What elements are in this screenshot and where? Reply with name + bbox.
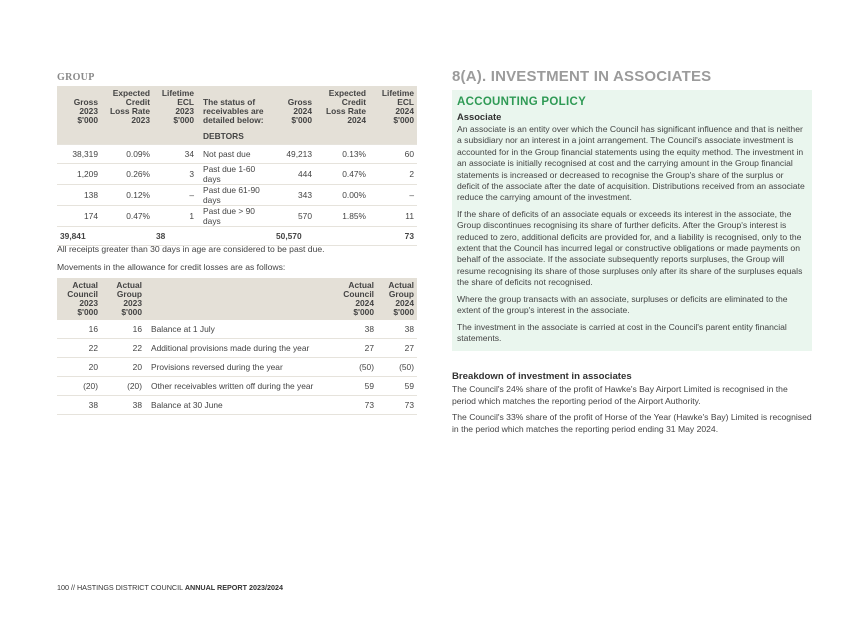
policy-paragraph: An associate is an entity over which the Council has significant influence and that is neither a subsidiary nor an interest in a joint arrangement. The Council's associate investment is accounted for in the Group financial statements using the equity method. The investment in an associate is initially recognised at cost and the carrying amount in the Group financial statements is increased or decreased to recognise the Group's share of the surplus or deficit of the associate after the date of acquisition. Distributions received from an associate reduce the carrying amount of the investment. <box>457 124 805 203</box>
cell: 2 <box>369 164 417 185</box>
table-header-row <box>57 278 417 320</box>
allowance-movements-intro: Movements in the allowance for credit losses are as follows: <box>57 262 286 272</box>
page-footer <box>57 583 283 592</box>
cell: 73 <box>377 396 417 415</box>
allowance-table-wrap <box>57 278 417 415</box>
breakdown-paragraph: The Council's 33% share of the profit of Horse of the Year (Hawke's Bay) Limited is recognised in the period which matches the reporting period ending 31 May 2024. <box>452 412 812 434</box>
col-lifetime-ecl-2023: Lifetime ECL 2023 $'000 <box>153 86 197 128</box>
cell: 0.13% <box>315 145 369 164</box>
cell: 16 <box>101 320 145 339</box>
col-lifetime-ecl-2024: Lifetime ECL 2024 $'000 <box>369 86 417 128</box>
cell: 0.47% <box>101 206 153 227</box>
cell: 0.47% <box>315 164 369 185</box>
col-status-description: The status of receivables are detailed below: <box>197 86 273 128</box>
cell: – <box>153 185 197 206</box>
col-gross-2023: Gross 2023 $'000 <box>57 86 101 128</box>
cell: 11 <box>369 206 417 227</box>
cell: 60 <box>369 145 417 164</box>
cell: 343 <box>273 185 315 206</box>
cell: 38 <box>153 227 197 246</box>
col-gross-2024: Gross 2024 $'000 <box>273 86 315 128</box>
allowance-movements-table <box>57 278 417 415</box>
cell: 22 <box>57 339 101 358</box>
cell: 3 <box>153 164 197 185</box>
cell <box>197 227 273 246</box>
cell: 20 <box>101 358 145 377</box>
total-row <box>57 227 417 246</box>
cell: 38 <box>377 320 417 339</box>
cell: Past due > 90 days <box>197 206 273 227</box>
cell: 59 <box>377 377 417 396</box>
table-row <box>57 358 417 377</box>
col-ecl-rate-2023: Expected Credit Loss Rate 2023 <box>101 86 153 128</box>
table-row <box>57 145 417 164</box>
cell: 73 <box>333 396 377 415</box>
cell: 1.85% <box>315 206 369 227</box>
cell: 1 <box>153 206 197 227</box>
cell <box>315 227 369 246</box>
cell: Not past due <box>197 145 273 164</box>
table-row <box>57 377 417 396</box>
table-row <box>57 185 417 206</box>
past-due-note: All receipts greater than 30 days in age are considered to be past due. <box>57 244 325 254</box>
cell: 49,213 <box>273 145 315 164</box>
cell: 20 <box>57 358 101 377</box>
cell: 38 <box>101 396 145 415</box>
cell: Additional provisions made during the year <box>145 339 333 358</box>
table-row <box>57 164 417 185</box>
col-actual-group-2023: Actual Group 2023 $'000 <box>101 278 145 320</box>
debtors-subheader-row <box>57 128 417 145</box>
cell: (20) <box>57 377 101 396</box>
cell: Provisions reversed during the year <box>145 358 333 377</box>
col-ecl-rate-2024: Expected Credit Loss Rate 2024 <box>315 86 369 128</box>
policy-paragraph: If the share of deficits of an associate equals or exceeds its interest in the associate, the Group discontinues recognising its share of further deficits. After the Group's interest is reduced to zero, additional deficits are provided for, and a liability is recognised, only to the extent that the Council has incurred legal or constructive obligations or made payments on behalf of the associate. If the associate subsequently reports surpluses, the Group will resume recognising its share of those surpluses only after its share of the surpluses equals the share of deficits not recognised. <box>457 208 803 288</box>
breakdown-title: Breakdown of investment in associates <box>452 371 632 383</box>
cell: – <box>369 185 417 206</box>
cell: 138 <box>57 185 101 206</box>
cell: 73 <box>369 227 417 246</box>
cell: Balance at 30 June <box>145 396 333 415</box>
table-row <box>57 320 417 339</box>
accounting-policy-box <box>452 90 812 351</box>
table-header-row <box>57 86 417 128</box>
breakdown-paragraph: The Council's 24% share of the profit of Hawke's Bay Airport Limited is recognised in the period which matches the reporting period of the Airport Authority. <box>452 384 788 406</box>
group-label: GROUP <box>57 72 95 83</box>
policy-title: ACCOUNTING POLICY <box>457 96 587 108</box>
cell: 38,319 <box>57 145 101 164</box>
section-title: 8(A). INVESTMENT IN ASSOCIATES <box>452 68 712 85</box>
cell: Past due 1-60 days <box>197 164 273 185</box>
cell: 570 <box>273 206 315 227</box>
cell: 1,209 <box>57 164 101 185</box>
policy-paragraph: Where the group transacts with an associate, surpluses or deficits are eliminated to the extent of the group's interest in the associate. <box>457 293 788 316</box>
cell: 0.26% <box>101 164 153 185</box>
cell: 0.00% <box>315 185 369 206</box>
cell: 27 <box>333 339 377 358</box>
policy-subtitle: Associate <box>457 111 502 122</box>
cell: 0.12% <box>101 185 153 206</box>
cell <box>101 227 153 246</box>
cell: 174 <box>57 206 101 227</box>
cell: 34 <box>153 145 197 164</box>
cell: (50) <box>333 358 377 377</box>
col-movement-description <box>145 278 333 320</box>
footer-page-and-org: 100 // HASTINGS DISTRICT COUNCIL <box>57 583 185 592</box>
debtors-subheader: DEBTORS <box>197 128 273 145</box>
col-actual-group-2024: Actual Group 2024 $'000 <box>377 278 417 320</box>
cell: 38 <box>57 396 101 415</box>
cell: Balance at 1 July <box>145 320 333 339</box>
footer-report-title: ANNUAL REPORT 2023/2024 <box>184 583 283 592</box>
cell: Past due 61-90 days <box>197 185 273 206</box>
group-receivables-section <box>57 72 417 246</box>
cell: Other receivables written off during the year <box>145 377 333 396</box>
cell: 27 <box>377 339 417 358</box>
cell: 39,841 <box>57 227 101 246</box>
cell: 22 <box>101 339 145 358</box>
table-row <box>57 396 417 415</box>
col-actual-council-2023: Actual Council 2023 $'000 <box>57 278 101 320</box>
cell: 38 <box>333 320 377 339</box>
col-actual-council-2024: Actual Council 2024 $'000 <box>333 278 377 320</box>
cell: (50) <box>377 358 417 377</box>
investment-in-associates-section <box>452 68 812 440</box>
cell: (20) <box>101 377 145 396</box>
table-row <box>57 206 417 227</box>
cell: 59 <box>333 377 377 396</box>
cell: 50,570 <box>273 227 315 246</box>
cell: 444 <box>273 164 315 185</box>
cell: 16 <box>57 320 101 339</box>
debtors-ecl-table <box>57 86 417 246</box>
cell: 0.09% <box>101 145 153 164</box>
policy-paragraph: The investment in the associate is carried at cost in the Council's parent entity financial statements. <box>457 321 787 343</box>
table-row <box>57 339 417 358</box>
